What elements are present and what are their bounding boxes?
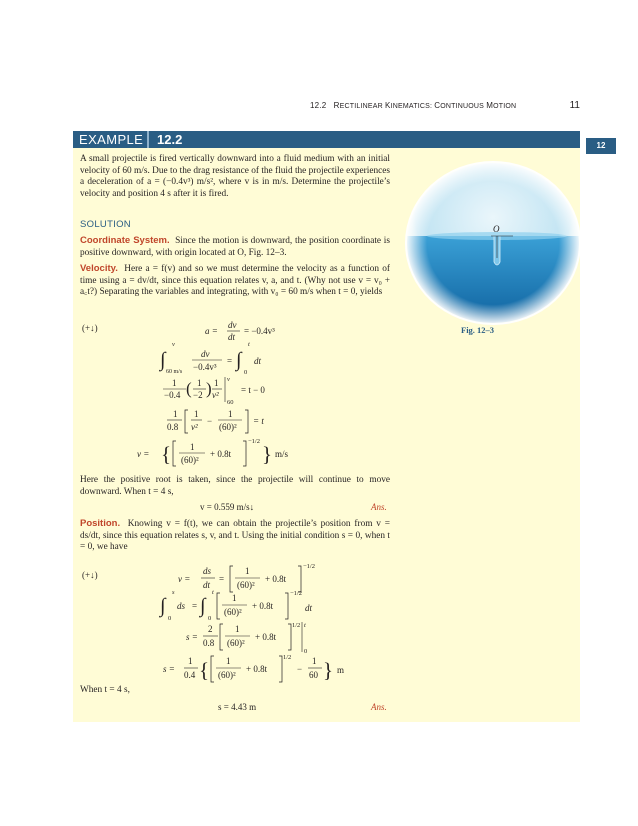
- frac-one-k: 1: [188, 656, 193, 666]
- origin-label: O: [493, 224, 500, 234]
- ans-label-s: Ans.: [371, 702, 387, 712]
- exp-neg-half-2: −1/2: [303, 563, 315, 570]
- unit-ms: m/s: [275, 449, 289, 459]
- frac-60sq-c: (60)²: [237, 580, 255, 590]
- eq-equals-3: =: [192, 601, 198, 611]
- minus-sign-1: −: [207, 416, 213, 426]
- frac-08-b: 0.8: [203, 638, 215, 648]
- page-number: 11: [569, 100, 580, 111]
- frac-60sq-f: (60)²: [218, 670, 236, 680]
- svg-text:}: }: [323, 658, 334, 682]
- plus-08t-3: + 0.8t: [252, 601, 274, 611]
- integral-sign-s: ∫: [160, 595, 166, 617]
- svg-text:}: }: [262, 442, 273, 466]
- svg-text:): ): [206, 379, 212, 398]
- eq-a-lhs: a =: [205, 326, 218, 336]
- minus-sign-2: −: [297, 664, 303, 674]
- v-result: v = 0.559 m/s↓: [200, 502, 255, 512]
- exp-neg-half-3: −1/2: [290, 590, 302, 597]
- chapter-tab: 12: [586, 138, 616, 154]
- frac-60sq-b: (60)²: [181, 455, 199, 465]
- frac-60: 60: [309, 670, 318, 680]
- eq-ds-2: ds: [177, 601, 186, 611]
- int-lower-0-t2: 0: [208, 615, 212, 622]
- figure-12-3: [401, 158, 585, 328]
- eq-dt-2: dt: [254, 356, 262, 366]
- v-eq-lhs: v =: [137, 449, 150, 459]
- frac-neg04: −0.4: [164, 390, 181, 400]
- integral-sign-t: ∫: [236, 349, 242, 371]
- exp-half-2: 1/2: [283, 654, 292, 661]
- plus-08t: + 0.8t: [210, 449, 232, 459]
- exp-neg-half: −1/2: [248, 438, 260, 445]
- frac-one-i: 1: [232, 593, 237, 603]
- frac-v2-b: v²: [191, 422, 198, 432]
- frac-04: 0.4: [184, 670, 196, 680]
- example-number: 12.2: [157, 132, 183, 147]
- frac-one-m: 1: [312, 656, 317, 666]
- plus-08t-2: + 0.8t: [265, 574, 287, 584]
- int-upper-t2: t: [212, 589, 214, 596]
- frac-one-g: 1: [190, 442, 195, 452]
- root-paragraph: Here the positive root is taken, since the projectile will continue to move downward. When t = 4 s,: [80, 475, 390, 497]
- frac-one-f: 1: [228, 409, 233, 419]
- frac-one-e: 1: [194, 409, 199, 419]
- frac-60sq-e: (60)²: [227, 638, 245, 648]
- example-label: EXAMPLE: [79, 132, 144, 147]
- running-title: 12.2 RECTILINEAR KINEMATICS: CONTINUOUS MOTION: [310, 101, 517, 110]
- eq-dt-4: dt: [305, 603, 313, 613]
- frac-one-d: 1: [173, 409, 178, 419]
- solution-heading: SOLUTION: [80, 219, 131, 230]
- frac-60sq: (60)²: [219, 422, 237, 432]
- frac-one-c: 1: [214, 378, 219, 388]
- eq-dv-2: dv: [201, 349, 210, 359]
- eq-dv: dv: [228, 320, 237, 330]
- frac-two: 2: [208, 624, 213, 634]
- eval-lower-0: 0: [304, 648, 308, 655]
- frac-60sq-d: (60)²: [224, 607, 242, 617]
- int-lower-0-s: 0: [168, 615, 172, 622]
- eq-neg04v3: −0.4v³: [193, 362, 217, 372]
- plus-08t-5: + 0.8t: [246, 664, 268, 674]
- v-eq-lhs-2: v =: [178, 574, 191, 584]
- int-lower-v: 60 m/s: [166, 369, 183, 375]
- figure-caption: Fig. 12–3: [461, 325, 495, 335]
- eq-dt-3: dt: [203, 580, 211, 590]
- s-eq-lhs-2: s =: [163, 664, 175, 674]
- eq-t: = t: [253, 416, 264, 426]
- eval-lower-60: 60: [227, 399, 234, 406]
- frac-one-j: 1: [235, 624, 240, 634]
- integral-sign-t2: ∫: [200, 595, 206, 617]
- unit-m: m: [337, 665, 345, 675]
- frac-v2: v²: [212, 390, 219, 400]
- eq-dt: dt: [228, 332, 236, 342]
- eq-a-rhs: = −0.4v³: [244, 326, 275, 336]
- int-upper-s: s: [172, 589, 175, 596]
- frac-one-b: 1: [197, 378, 202, 388]
- s-eq-lhs: s =: [186, 632, 198, 642]
- plus-08t-4: + 0.8t: [255, 632, 277, 642]
- s-result: s = 4.43 m: [218, 702, 257, 712]
- eval-upper-v: v: [227, 376, 230, 383]
- svg-text:{: {: [161, 442, 172, 466]
- eval-upper-t: t: [304, 622, 306, 629]
- sign-convention-2: (+↓): [82, 570, 98, 580]
- frac-08: 0.8: [167, 422, 179, 432]
- when-t4: When t = 4 s,: [80, 685, 130, 695]
- svg-text:(: (: [186, 379, 192, 398]
- svg-text:{: {: [199, 658, 210, 682]
- frac-neg2: −2: [193, 390, 203, 400]
- eq-t-minus-0: = t − 0: [241, 385, 265, 395]
- frac-one-a: 1: [172, 378, 177, 388]
- int-upper-v: v: [172, 341, 175, 348]
- int-lower-0: 0: [244, 369, 248, 376]
- coordinate-paragraph: Coordinate System. Since the motion is downward, the position coordinate is positive downward, with origin located at O, Fig. 12–3.: [80, 235, 390, 258]
- integral-sign-v: ∫: [160, 349, 166, 371]
- eq-ds: ds: [203, 566, 212, 576]
- position-paragraph: Position. Knowing v = f(t), we can obtain the projectile’s position from v = ds/dt, since this equation relates s, v, and t. Using the initial condition s = 0, when t = 0, we have: [80, 518, 390, 553]
- frac-one-l: 1: [226, 656, 231, 666]
- eq-equals-1: =: [227, 356, 233, 366]
- ans-label-v: Ans.: [371, 502, 387, 512]
- problem-statement: A small projectile is fired vertically downward into a fluid medium with an initial velocity of 60 m/s. Due to the drag resistance of the fluid the projectile experiences a deceleration of a = (−0.4v³) m/s², where v is in m/s. Determine the projectile’s velocity and position 4 s after it is fired.: [80, 154, 390, 199]
- frac-one-h: 1: [245, 566, 250, 576]
- velocity-paragraph: Velocity. Here a = f(v) and so we must determine the velocity as a function of time using a = dv/dt, since this equation relates v, a, and t. (Why not use v = v₀ + a꜀t?) Separating the variables and integrating, with v₀ = 60 m/s when t = 0, yields: [80, 263, 390, 298]
- sign-convention: (+↓): [82, 323, 98, 333]
- int-upper-t: t: [248, 341, 250, 348]
- eq-equals-2: =: [219, 574, 225, 584]
- exp-half: 1/2: [292, 622, 301, 629]
